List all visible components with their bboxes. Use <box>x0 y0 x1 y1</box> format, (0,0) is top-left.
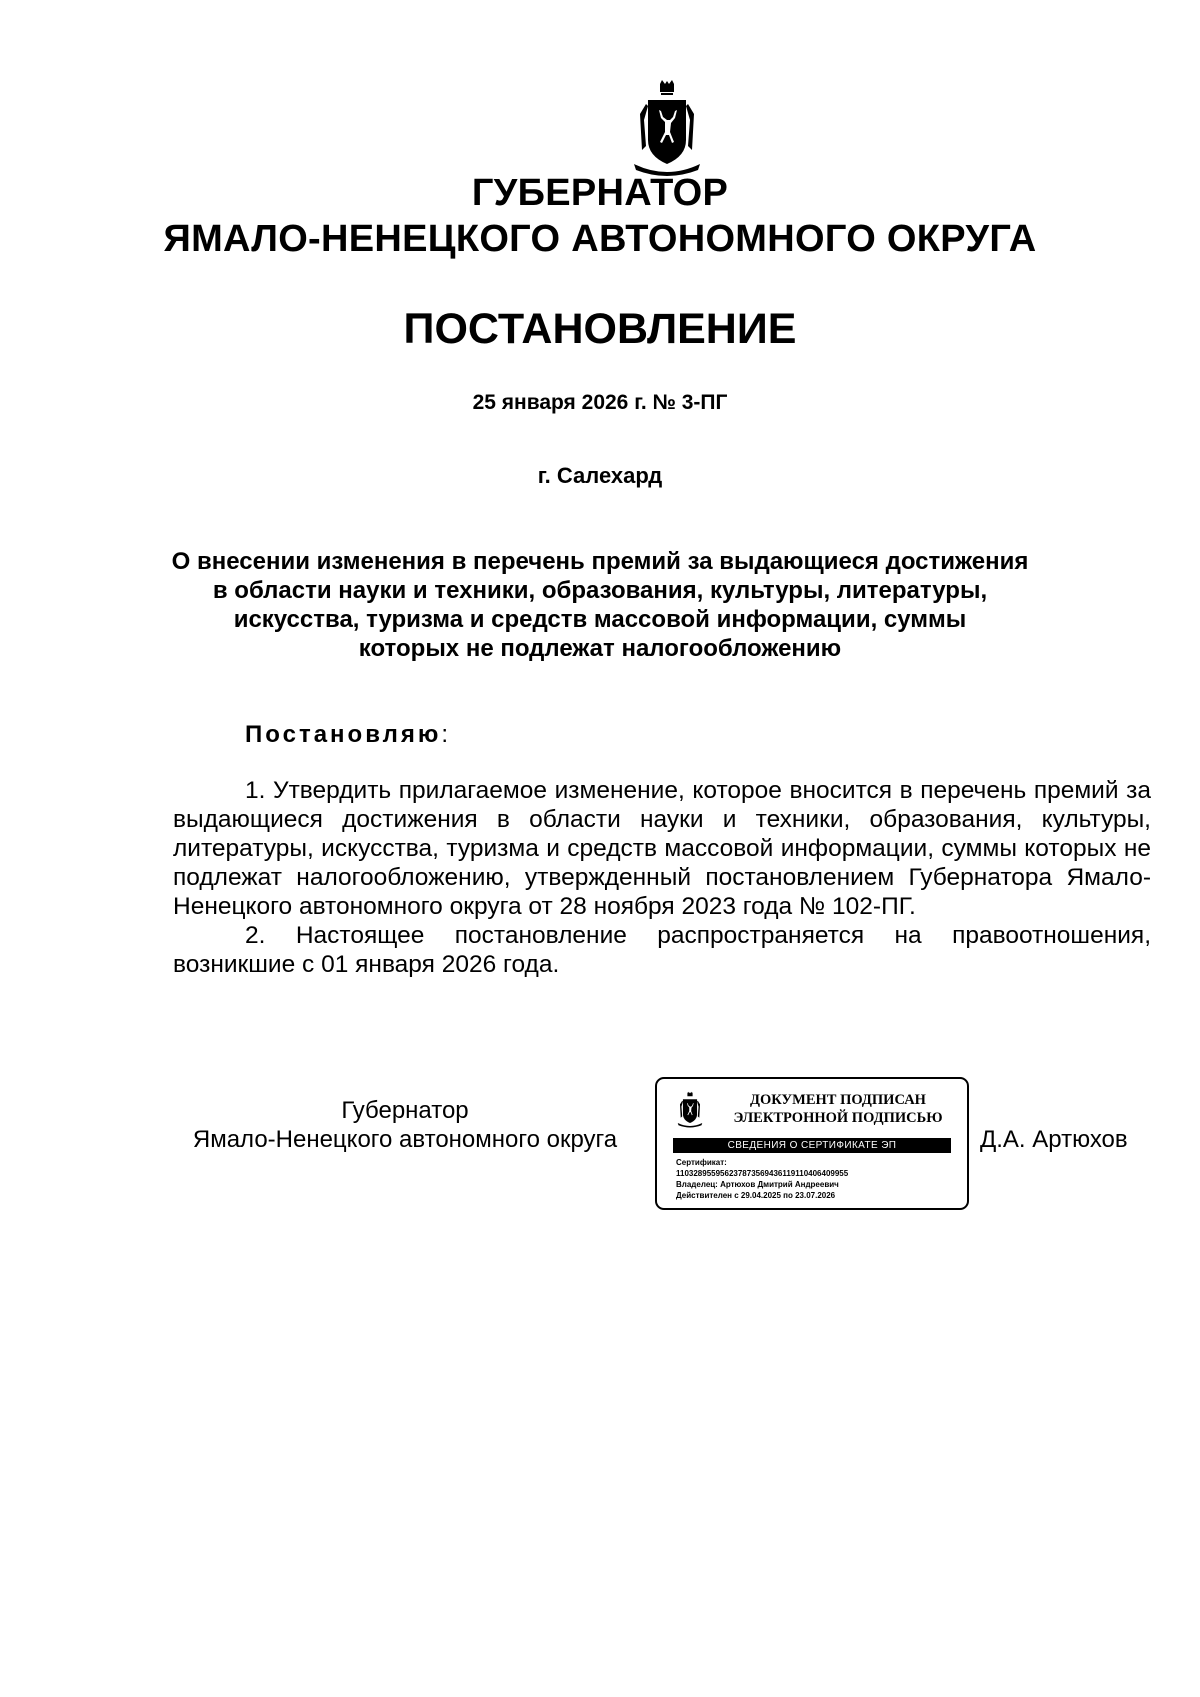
document-city: г. Салехард <box>537 463 663 488</box>
position-line2: Ямало-Ненецкого автономного округа <box>192 1126 618 1153</box>
stamp-coat-of-arms-icon <box>677 1091 703 1129</box>
subject-line2: в области науки и техники, образования, культуры, литературы, <box>212 577 988 604</box>
stamp-title-line2: ЭЛЕКТРОННОЙ ПОДПИСЬЮ <box>733 1110 943 1126</box>
signatory-name: Д.А. Артюхов <box>980 1126 1128 1153</box>
stamp-title <box>713 1091 963 1127</box>
paragraph-1: 1. Утвердить прилагаемое изменение, которое вносится в перечень премий за выдающиеся достижения в области науки и техники, образования, культуры, литературы, искусства, туризма и средств массовой информации, суммы которых не подлежат налогообложению, утвержденный постановлением Губернатора Ямало-Ненецкого автономного округа от 28 ноября 2023 года № 102-ПГ. <box>173 777 1151 920</box>
document-date-number: 25 января 2026 г. № 3-ПГ <box>472 391 728 414</box>
document-subject <box>0 547 1200 663</box>
stamp-certificate-bar: СВЕДЕНИЯ О СЕРТИФИКАТЕ ЭП <box>673 1138 951 1153</box>
subject-line4: которых не подлежат налогообложению <box>358 635 842 662</box>
preamble <box>245 720 448 750</box>
subject-line1: О внесении изменения в перечень премий за выдающиеся достижения <box>171 548 1029 575</box>
stamp-title-line1: ДОКУМЕНТ ПОДПИСАН <box>750 1092 926 1108</box>
paragraph-2: 2. Настоящее постановление распространяется на правоотношения, возникшие с 01 января 2026 года. <box>173 922 1151 978</box>
preamble-word: Постановляю <box>245 721 442 748</box>
org-title-line2: ЯМАЛО-НЕНЕЦКОГО АВТОНОМНОГО ОКРУГА <box>163 218 1037 260</box>
cert-number: 110328955956237873569436119110406409955 <box>676 1169 849 1178</box>
organization-title <box>0 170 1200 262</box>
org-title-line1: ГУБЕРНАТОР <box>471 172 729 214</box>
preamble-colon: : <box>441 721 449 748</box>
cert-owner: Владелец: Артюхов Дмитрий Андреевич <box>676 1180 839 1189</box>
coat-of-arms-icon <box>632 80 702 178</box>
cert-label: Сертификат: <box>676 1158 727 1167</box>
document-body <box>173 776 1151 979</box>
position-line1: Губернатор <box>341 1097 469 1124</box>
document-type: ПОСТАНОВЛЕНИЕ <box>403 305 797 353</box>
signatory-position <box>165 1096 645 1154</box>
cert-validity: Действителен с 29.04.2025 по 23.07.2026 <box>676 1191 836 1200</box>
electronic-signature-stamp <box>655 1077 969 1210</box>
subject-line3: искусства, туризма и средств массовой информации, суммы <box>233 606 967 633</box>
stamp-certificate-info <box>676 1157 966 1201</box>
